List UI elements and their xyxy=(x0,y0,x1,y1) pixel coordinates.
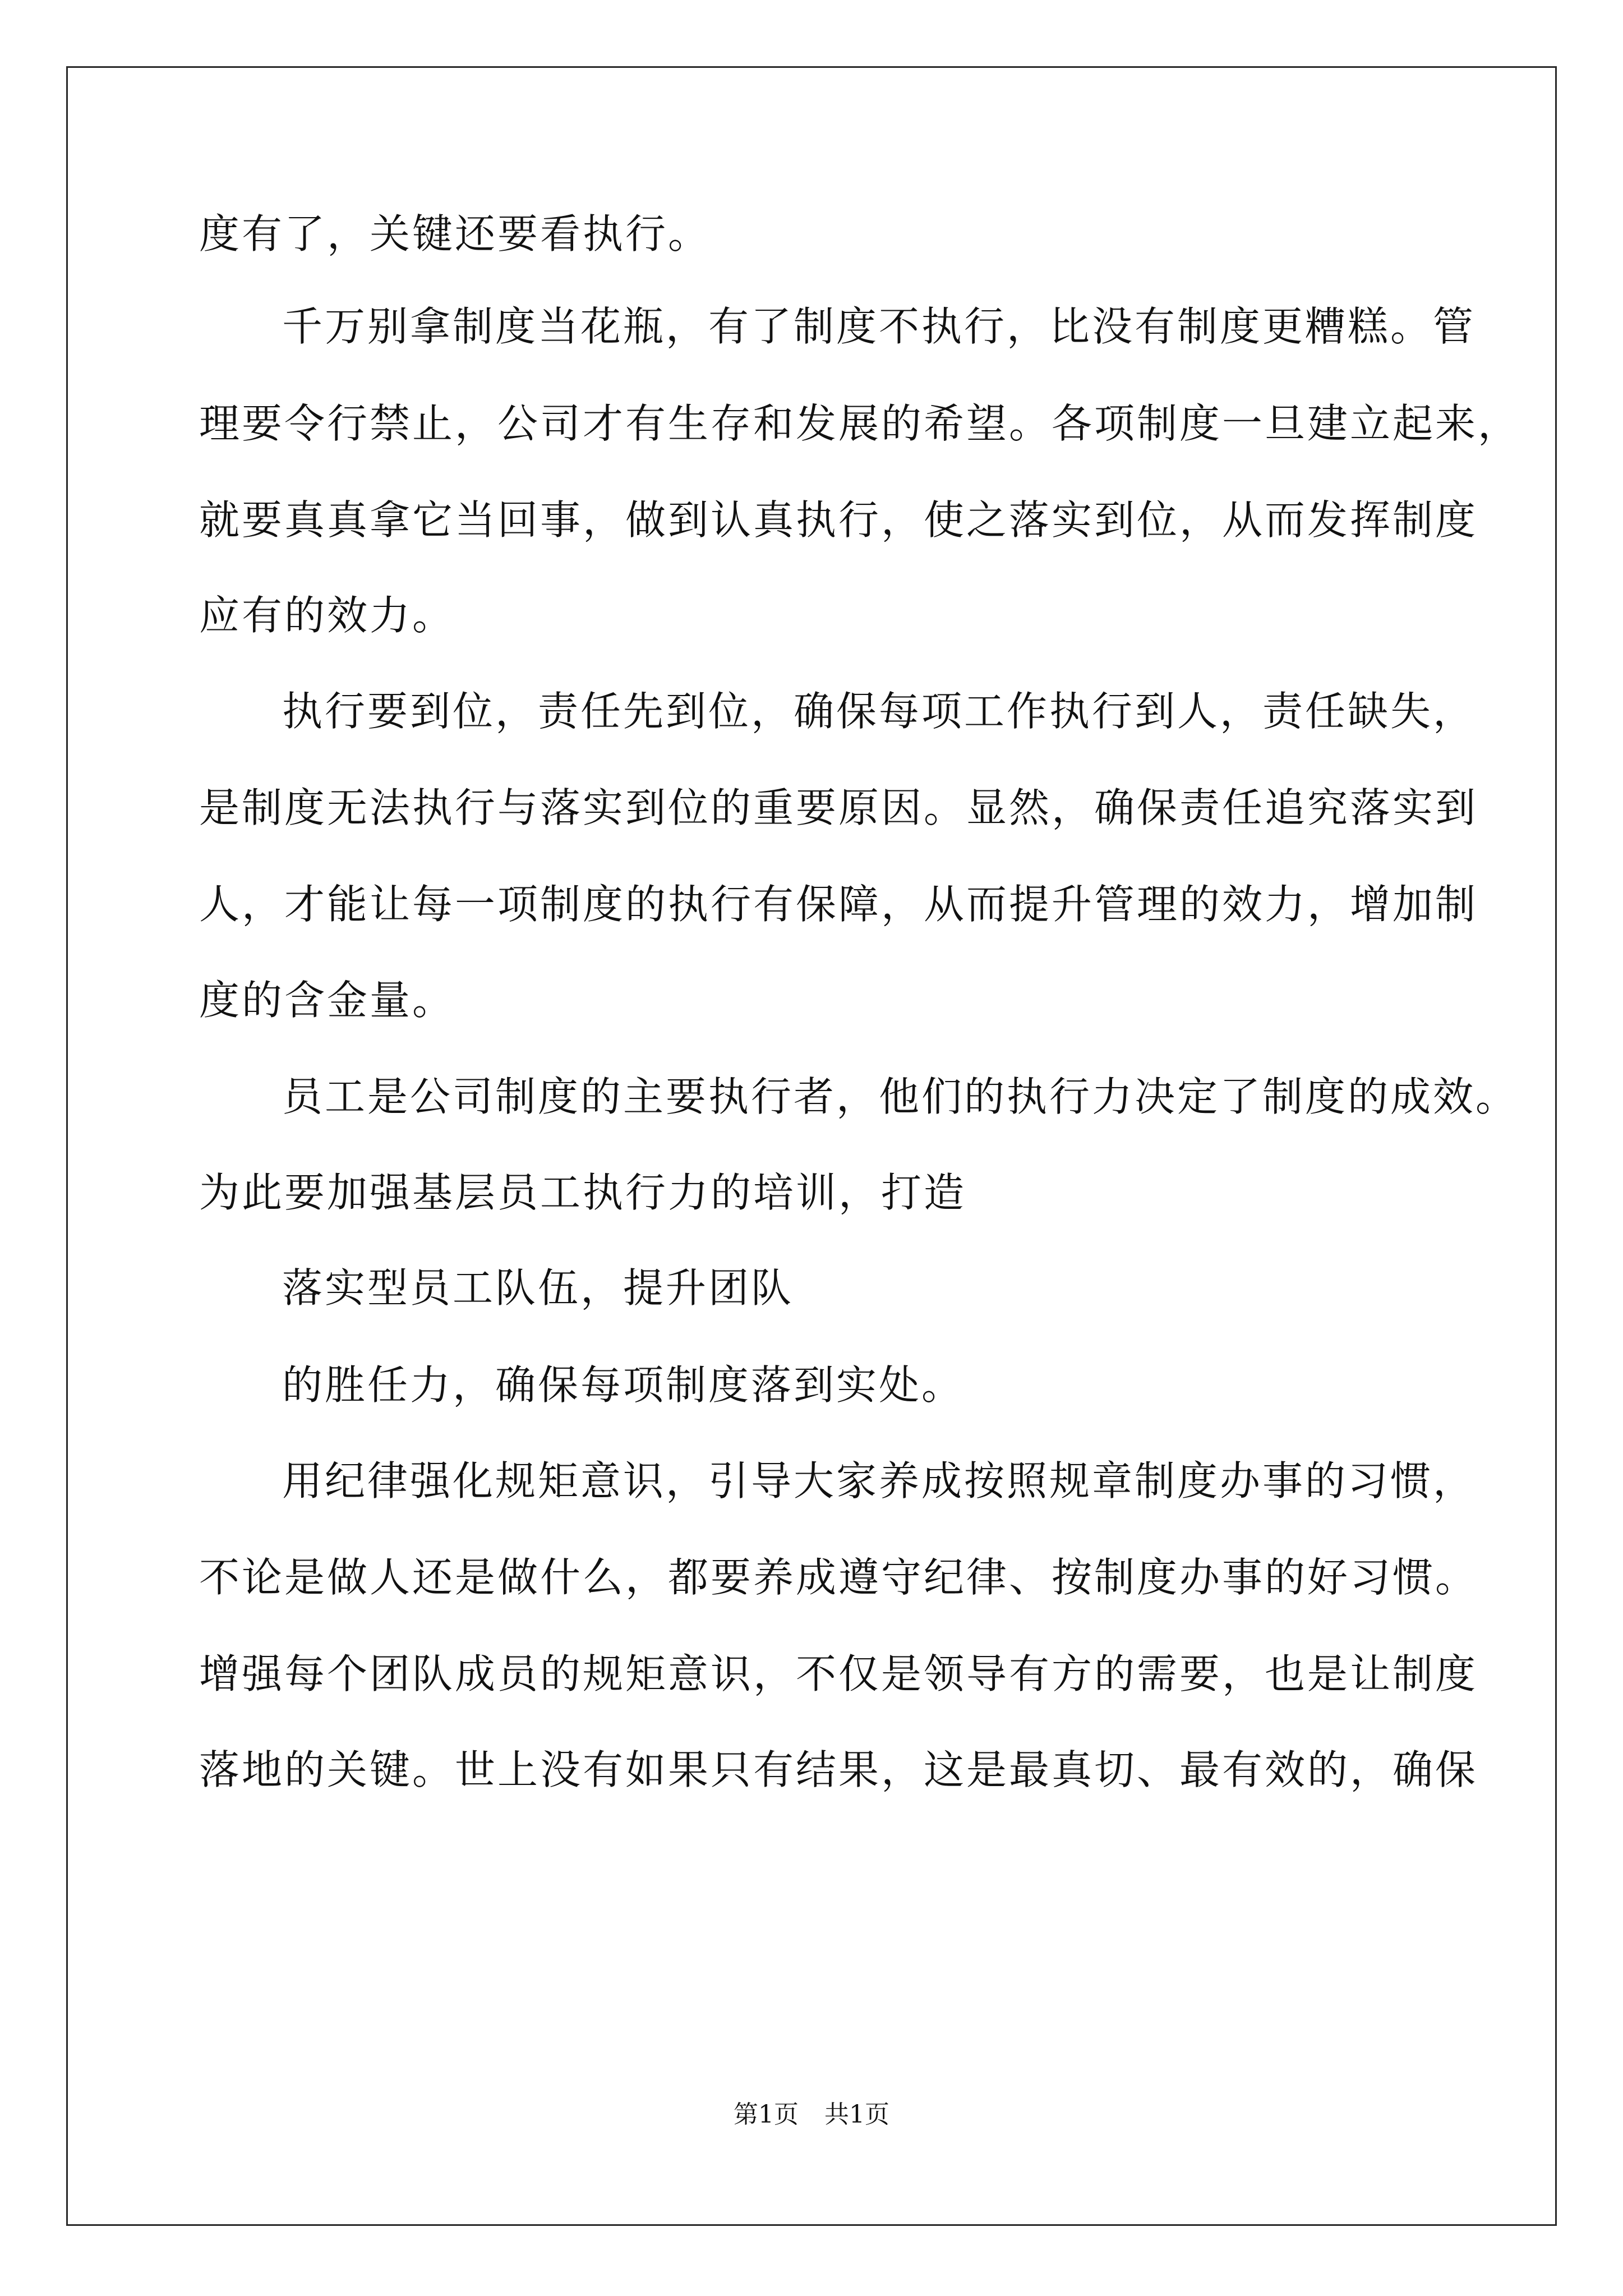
text-line: 落地的关键。世上没有如果只有结果，这是最真切、最有效的，确保 xyxy=(199,1746,1478,1793)
page-number: 第1页 xyxy=(734,2100,799,2129)
page-footer xyxy=(0,2099,1623,2131)
text-line: 用纪律强化规矩意识，引导大家养成按照规章制度办事的习惯， xyxy=(282,1457,1476,1504)
text-line: 应有的效力。 xyxy=(199,592,455,639)
text-line: 增强每个团队成员的规矩意识，不仅是领导有方的需要，也是让制度 xyxy=(199,1650,1478,1697)
text-line: 度有了，关键还要看执行。 xyxy=(199,210,711,257)
text-line: 为此要加强基层员工执行力的培训，打造 xyxy=(199,1169,967,1216)
text-line: 是制度无法执行与落实到位的重要原因。显然，确保责任追究落实到 xyxy=(199,784,1478,831)
text-line: 落实型员工队伍，提升团队 xyxy=(282,1264,794,1312)
text-line: 度的含金量。 xyxy=(199,977,455,1024)
text-line: 千万别拿制度当花瓶，有了制度不执行，比没有制度更糟糕。管 xyxy=(282,303,1476,350)
page-border xyxy=(66,66,1557,2226)
text-line: 理要令行禁止，公司才有生存和发展的希望。各项制度一旦建立起来， xyxy=(199,400,1521,447)
text-line: 人，才能让每一项制度的执行有保障，从而提升管理的效力，增加制 xyxy=(199,881,1478,928)
text-line: 执行要到位，责任先到位，确保每项工作执行到人，责任缺失， xyxy=(282,688,1476,735)
page-total: 共1页 xyxy=(824,2100,889,2129)
text-line: 就要真真拿它当回事，做到认真执行，使之落实到位，从而发挥制度 xyxy=(199,496,1478,544)
text-line: 不论是做人还是做什么，都要养成遵守纪律、按制度办事的好习惯。 xyxy=(199,1554,1478,1601)
text-line: 的胜任力，确保每项制度落到实处。 xyxy=(282,1361,965,1409)
text-line: 员工是公司制度的主要执行者，他们的执行力决定了制度的成效。 xyxy=(282,1073,1519,1120)
